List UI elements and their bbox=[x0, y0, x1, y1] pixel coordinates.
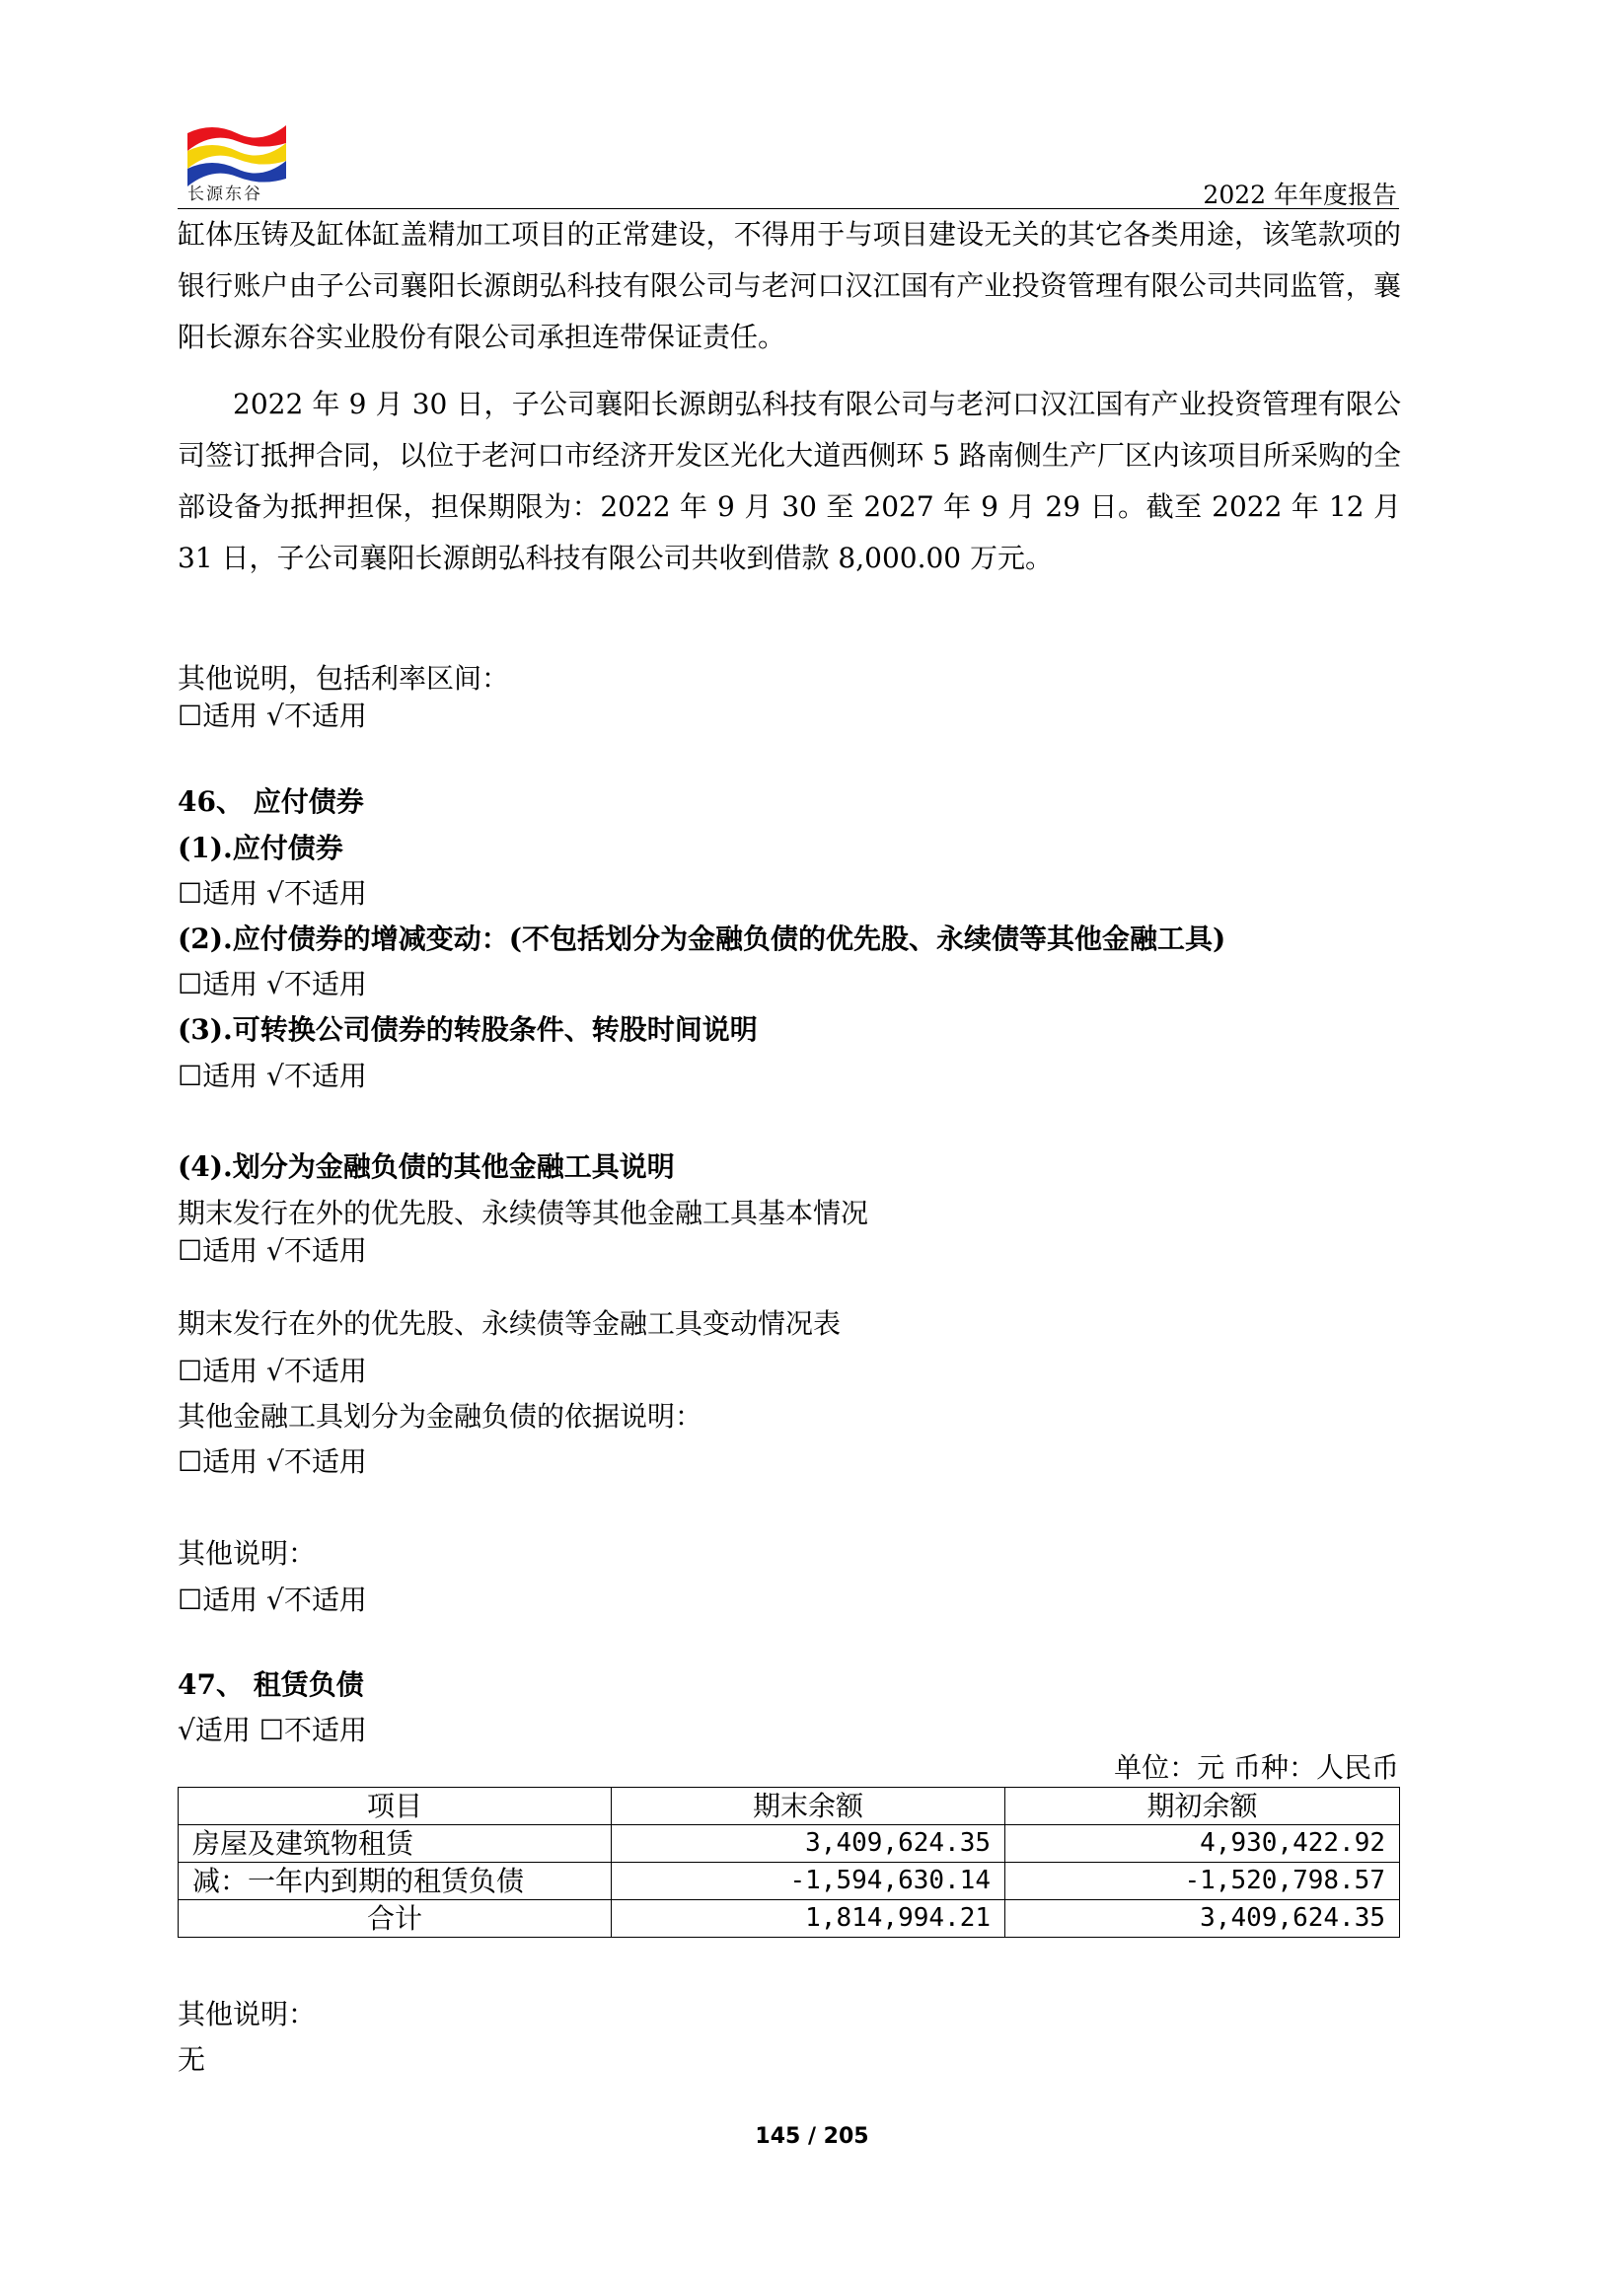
other-description-rate: 其他说明，包括利率区间： bbox=[178, 662, 510, 695]
table-header-cell: 期末余额 bbox=[612, 1788, 1005, 1825]
applicability-flag: ☐适用 √不适用 bbox=[178, 1060, 367, 1092]
table-cell-value: 3,409,624.35 bbox=[612, 1825, 1005, 1863]
page-number: 145 / 205 bbox=[755, 2124, 869, 2149]
table-header-cell: 项目 bbox=[179, 1788, 612, 1825]
none-text: 无 bbox=[178, 2043, 206, 2076]
table-cell-item: 减：一年内到期的租赁负债 bbox=[179, 1863, 612, 1900]
basis-label: 其他金融工具划分为金融负债的依据说明： bbox=[178, 1400, 703, 1433]
table-header-row bbox=[179, 1788, 1400, 1825]
section-47-title: 47、 租赁负债 bbox=[178, 1668, 364, 1701]
report-year: 2022 年年度报告 bbox=[1203, 181, 1397, 209]
section-46-3-title: (3).可转换公司债券的转股条件、转股时间说明 bbox=[178, 1013, 758, 1046]
applicability-flag: √适用 ☐不适用 bbox=[178, 1714, 367, 1746]
other-description-label: 其他说明： bbox=[178, 1998, 317, 2030]
logo-text: 长源东谷 bbox=[187, 184, 262, 204]
other-description-label: 其他说明： bbox=[178, 1537, 317, 1570]
table-cell-value: -1,594,630.14 bbox=[612, 1863, 1005, 1900]
applicability-flag: ☐适用 √不适用 bbox=[178, 1355, 367, 1387]
paragraph-mortgage: 2022 年 9 月 30 日，子公司襄阳长源朗弘科技有限公司与老河口汉江国有产业投资管理有限公司签订抵押合同，以位于老河口市经济开发区光化大道西侧环 5 路南侧生产厂区内该项目所采购的全部设备为抵押担保，担保期限为：2022 年 9 月 30 至 2027 年 9 月 29 日。截至 2022 年 12 月 31 日，子公司襄阳长源朗弘科技有限公司共收到借款 8,000.00 万元。 bbox=[178, 388, 1401, 574]
section-46-2-title: (2).应付债券的增减变动：(不包括划分为金融负债的优先股、永续债等其他金融工具) bbox=[178, 922, 1226, 955]
table-row bbox=[179, 1900, 1400, 1938]
change-table-label: 期末发行在外的优先股、永续债等金融工具变动情况表 bbox=[178, 1307, 842, 1340]
table-cell-value: -1,520,798.57 bbox=[1005, 1863, 1400, 1900]
table-cell-value: 1,814,994.21 bbox=[612, 1900, 1005, 1938]
table-header-cell: 期初余额 bbox=[1005, 1788, 1400, 1825]
unit-currency-label: 单位：元 币种：人民币 bbox=[1114, 1751, 1399, 1784]
applicability-flag: ☐适用 √不适用 bbox=[178, 700, 367, 732]
section-46-1-title: (1).应付债券 bbox=[178, 832, 343, 864]
applicability-flag: ☐适用 √不适用 bbox=[178, 877, 367, 910]
table-row bbox=[179, 1863, 1400, 1900]
applicability-flag: ☐适用 √不适用 bbox=[178, 1234, 367, 1267]
table-cell-value: 3,409,624.35 bbox=[1005, 1900, 1400, 1938]
table-cell-value: 4,930,422.92 bbox=[1005, 1825, 1400, 1863]
paragraph-guarantee: 缸体压铸及缸体缸盖精加工项目的正常建设，不得用于与项目建设无关的其它各类用途，该笔款项的银行账户由子公司襄阳长源朗弘科技有限公司与老河口汉江国有产业投资管理有限公司共同监管，襄阳长源东谷实业股份有限公司承担连带保证责任。 bbox=[178, 218, 1401, 353]
table-row bbox=[179, 1825, 1400, 1863]
section-46-title: 46、 应付债券 bbox=[178, 785, 364, 818]
table-cell-item: 合计 bbox=[179, 1900, 612, 1938]
applicability-flag: ☐适用 √不适用 bbox=[178, 968, 367, 1000]
applicability-flag: ☐适用 √不适用 bbox=[178, 1584, 367, 1616]
applicability-flag: ☐适用 √不适用 bbox=[178, 1445, 367, 1478]
lease-liability-table bbox=[178, 1787, 1400, 1938]
basic-info-label: 期末发行在外的优先股、永续债等其他金融工具基本情况 bbox=[178, 1197, 869, 1229]
table-cell-item: 房屋及建筑物租赁 bbox=[179, 1825, 612, 1863]
section-46-4-title: (4).划分为金融负债的其他金融工具说明 bbox=[178, 1150, 675, 1183]
